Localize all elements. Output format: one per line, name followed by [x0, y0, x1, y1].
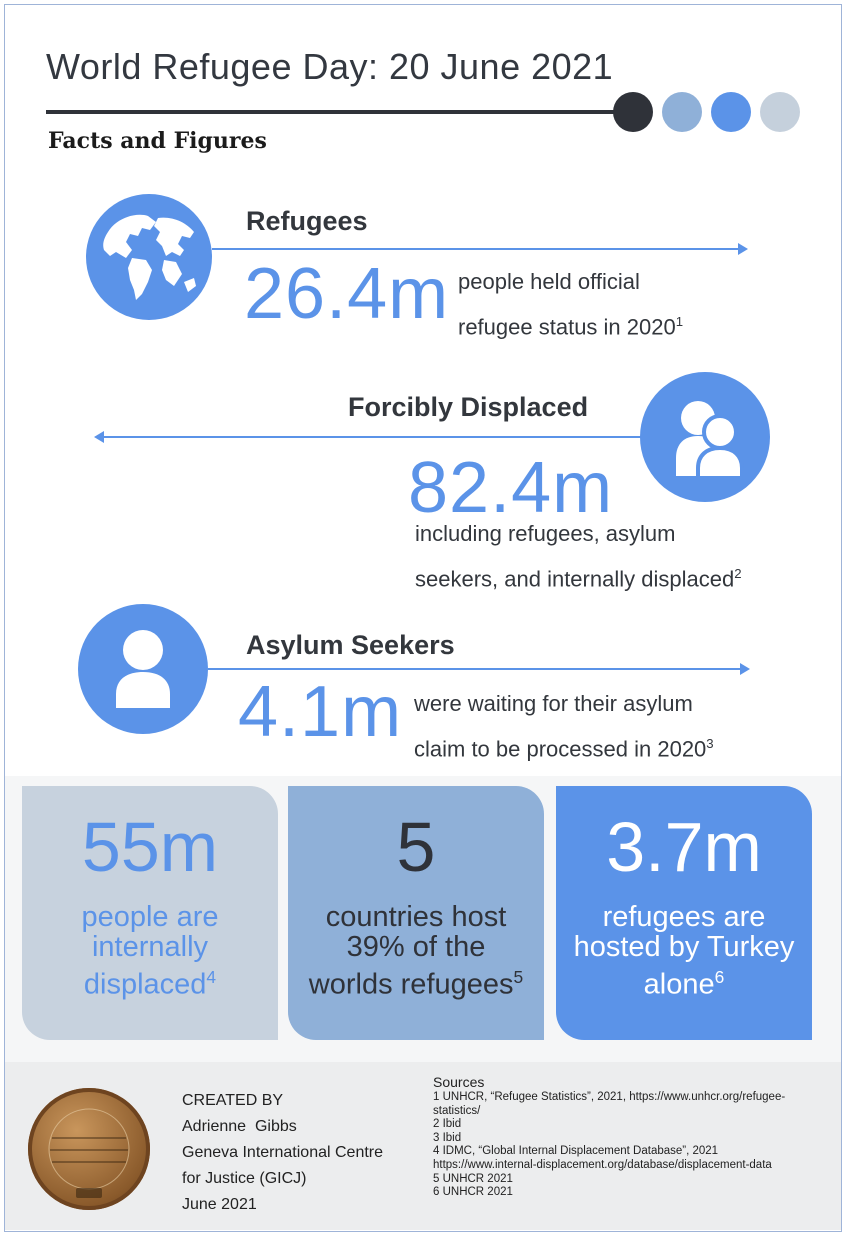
stat-card-internally-displaced: [22, 786, 278, 1040]
footnote-ref: 3: [706, 736, 714, 751]
credit-date: June 2021: [182, 1196, 257, 1213]
footnote-ref: 1: [675, 314, 684, 329]
source-line: 4 IDMC, “Global Internal Displacement Database”, 2021: [433, 1145, 719, 1158]
displaced-description: [415, 514, 742, 599]
created-by-label: CREATED BY: [182, 1092, 284, 1109]
footnote-ref: 5: [513, 967, 524, 987]
displaced-value: 82.4m: [408, 448, 614, 528]
sources: [433, 1074, 825, 1200]
org-line1: Geneva International Centre: [182, 1144, 384, 1161]
card-value: 55m: [81, 808, 219, 886]
footnote-ref: 2: [734, 566, 742, 581]
sources-title: Sources: [433, 1074, 485, 1090]
card-text: refugees are hosted by Turkey alone$^6$: [573, 901, 795, 1001]
refugees-heading: Refugees: [246, 206, 368, 236]
page-subtitle: Facts and Figures: [48, 128, 267, 154]
footnote-ref: 6: [714, 967, 725, 987]
refugees-arrow-head: [738, 243, 748, 255]
globe-icon: [86, 194, 212, 320]
gicj-logo: [28, 1088, 150, 1210]
source-line: https://www.internal-displacement.org/database/displacement-data: [433, 1158, 772, 1171]
asylum-arrow-line: [208, 668, 742, 670]
displaced-arrow-line: [102, 436, 642, 438]
source-line: 6 UNHCR 2021: [433, 1186, 513, 1199]
decor-dot-grey: [760, 92, 800, 132]
source-line: 1 UNHCR, “Refugee Statistics”, 2021, https://www.unhcr.org/refugee-: [433, 1091, 786, 1103]
displaced-desc-line1: including refugees, asylum: [415, 521, 676, 546]
org-line2: for Justice (GICJ): [182, 1170, 307, 1187]
stat-card-turkey: [556, 786, 812, 1040]
refugees-value: 26.4m: [244, 254, 450, 334]
person-icon: [78, 604, 208, 734]
card-text: countries host 39% of the worlds refugees$^5$: [308, 901, 524, 1001]
people-icon: [640, 372, 770, 502]
stat-card-host-countries: [288, 786, 544, 1040]
card-value: 3.7m: [606, 808, 762, 886]
refugees-description: [458, 262, 683, 347]
author-name: Adrienne Gibbs: [182, 1118, 297, 1135]
source-line: statistics/: [433, 1104, 481, 1117]
asylum-heading: Asylum Seekers: [246, 630, 455, 660]
source-line: 5 UNHCR 2021: [433, 1172, 513, 1185]
page-title: World Refugee Day: 20 June 2021: [46, 46, 614, 87]
asylum-desc-line1: were waiting for their asylum: [414, 691, 693, 716]
asylum-desc-line2: claim to be processed in 2020$^3$: [414, 736, 714, 762]
asylum-description: [414, 684, 714, 769]
footnote-ref: 4: [206, 967, 217, 987]
source-line: 2 Ibid: [433, 1118, 462, 1131]
refugees-desc-line2: refugee status in 2020$^1$: [458, 314, 684, 340]
refugees-arrow-line: [212, 248, 740, 250]
card-text: people are internally displaced$^4$: [81, 901, 219, 1001]
card-value: 5: [396, 808, 436, 886]
asylum-value: 4.1m: [238, 672, 403, 752]
refugees-desc-line1: people held official: [458, 269, 640, 294]
displaced-heading: Forcibly Displaced: [348, 392, 589, 422]
decor-dot-muted: [662, 92, 702, 132]
source-line: 3 Ibid: [433, 1131, 462, 1144]
displaced-desc-line2: seekers, and internally displaced$^2$: [415, 566, 742, 592]
decor-dot-blue: [711, 92, 751, 132]
title-rule: [46, 110, 646, 114]
decor-dot-dark: [613, 92, 653, 132]
asylum-arrow-head: [740, 663, 750, 675]
credits: [182, 1088, 383, 1218]
